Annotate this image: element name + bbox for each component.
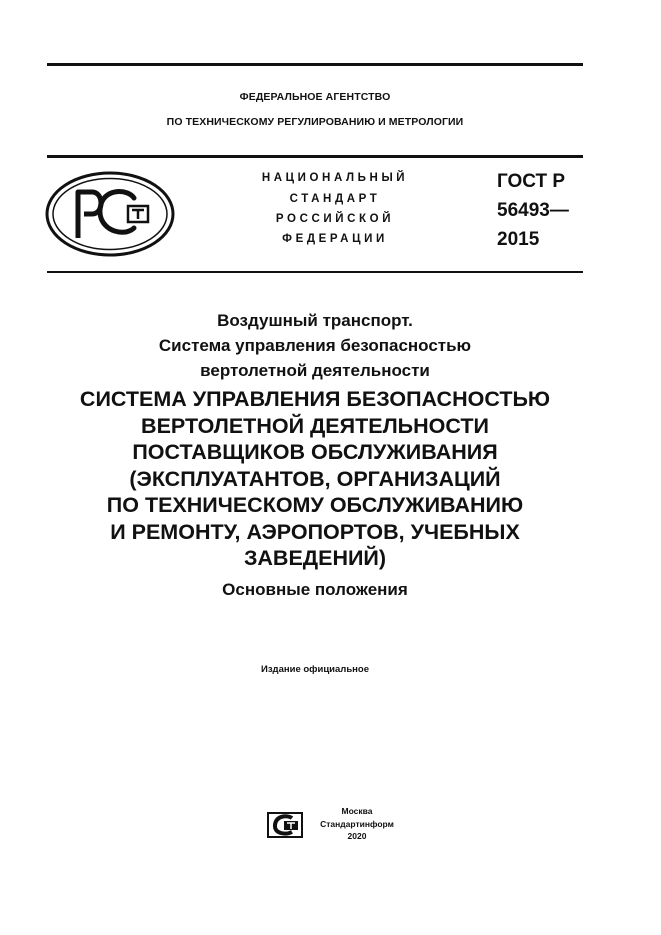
header-rule: [47, 155, 583, 158]
subtitle-line-2: Система управления безопасностью: [158, 336, 472, 355]
agency-line-1: ФЕДЕРАЛЬНОЕ АГЕНТСТВО: [239, 91, 391, 103]
title-line-7: ЗАВЕДЕНИЙ): [243, 546, 387, 570]
designation-line-3: 2015: [497, 229, 540, 250]
title-line-5: ПО ТЕХНИЧЕСКОМУ ОБСЛУЖИВАНИЮ: [106, 493, 524, 517]
subtitle-line-3: вертолетной деятельности: [200, 361, 430, 380]
middle-rule: [47, 271, 583, 273]
edition-note: Издание официальное: [261, 664, 369, 675]
publisher-name: Стандартинформ: [320, 818, 394, 829]
title-line-3: ПОСТАВЩИКОВ ОБСЛУЖИВАНИЯ: [132, 440, 498, 464]
title-line-2: ВЕРТОЛЕТНОЙ ДЕЯТЕЛЬНОСТИ: [141, 413, 489, 438]
designation-line-1: ГОСТ Р: [497, 171, 566, 192]
standard-type-line-2: СТАНДАРТ: [289, 193, 381, 205]
subtitle-line-1: Воздушный транспорт.: [217, 311, 413, 330]
subtitle: [47, 308, 583, 383]
publisher-city: Москва: [341, 806, 373, 816]
standard-type-line-3: РОССИЙСКОЙ: [275, 213, 395, 225]
standard-type-line-1: НАЦИОНАЛЬНЫЙ: [261, 172, 409, 184]
publisher-year: 2020: [347, 831, 367, 841]
agency-line-2: ПО ТЕХНИЧЕСКОМУ РЕГУЛИРОВАНИЮ И МЕТРОЛОГИИ: [166, 116, 464, 128]
rst-certification-logo: [44, 170, 176, 258]
designation-line-2: 56493—: [497, 200, 569, 221]
title-line-6: И РЕМОНТУ, АЭРОПОРТОВ, УЧЕБНЫХ: [110, 519, 520, 544]
document-title: [47, 386, 583, 572]
publisher-info: [304, 805, 410, 843]
title-line-4: (ЭКСПЛУАТАНТОВ, ОРГАНИЗАЦИЙ: [129, 466, 501, 491]
standard-type-line-4: ФЕДЕРАЦИИ: [282, 233, 388, 245]
title-subtitle: Основные положения: [222, 580, 408, 599]
top-rule: [47, 63, 583, 66]
standartinform-logo: [267, 812, 303, 838]
title-line-1: СИСТЕМА УПРАВЛЕНИЯ БЕЗОПАСНОСТЬЮ: [79, 387, 551, 411]
